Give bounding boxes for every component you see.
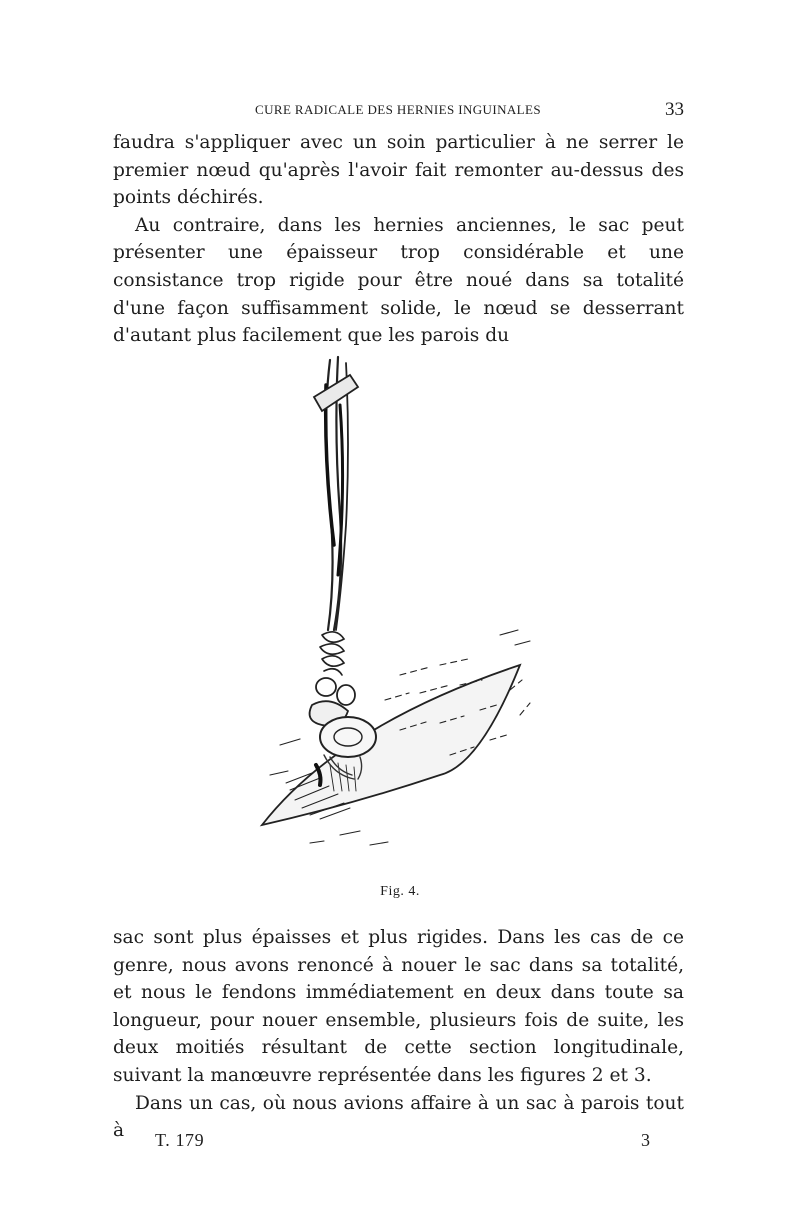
page-number: 33	[665, 99, 684, 120]
hernial-sac	[262, 665, 520, 825]
figure-illustration	[250, 345, 550, 865]
paragraph: sac sont plus épaisses et plus rigides. Dans les cas de ce genre, nous avons renoncé à nouer le sac dans sa totalité, et nous le fendons immédiatement en deux dans toute sa longueur, pour nouer ensemble, plusieurs fois de suite, les deux moitiés résultant de cette section longitudinale, suivant la manœuvre représentée dans les figures 2 et 3.	[113, 927, 684, 1086]
paragraph: Au contraire, dans les hernies anciennes, le sac peut présenter une épaisseur trop considérable et une consistance trop rigide pour être noué dans sa totalité d'une façon suffisamment solide, le nœud se desserrant d'autant plus facilement que les parois du	[113, 214, 684, 347]
twisted-knot	[320, 632, 344, 675]
signature-number: 3	[641, 1130, 650, 1150]
paragraph: Dans un cas, où nous avions affaire à un sac à parois tout à	[113, 1092, 684, 1142]
knot-ring	[320, 717, 376, 757]
page-footer	[155, 1130, 650, 1154]
text-block-bottom	[113, 924, 684, 1145]
figure-caption: Fig. 4.	[380, 884, 420, 899]
text-block-top	[113, 129, 684, 350]
paragraph: faudra s'appliquer avec un soin particulier à ne serrer le premier nœud qu'après l'avoir fait remonter au-dessus des points déchirés.	[113, 132, 684, 209]
signature-mark: T. 179	[155, 1130, 205, 1150]
running-head	[112, 99, 684, 121]
running-title: CURE RADICALE DES HERNIES INGUINALES	[255, 102, 541, 117]
